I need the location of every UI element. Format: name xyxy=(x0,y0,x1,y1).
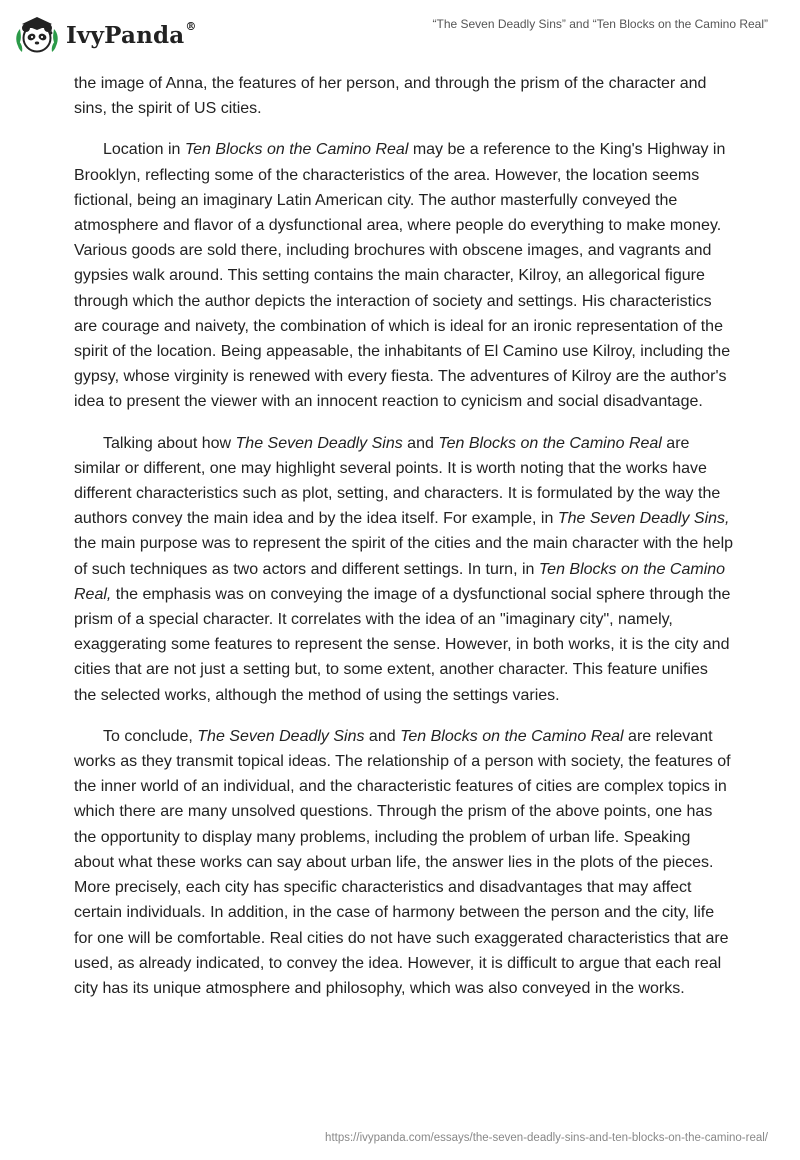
brand-name: IvyPanda® xyxy=(66,19,197,49)
paragraph-1: the image of Anna, the features of her person, and through the prism of the character and sins, the spirit of US cities. xyxy=(74,75,707,118)
panda-graduate-icon xyxy=(14,12,60,58)
paragraph-3: Talking about how The Seven Deadly Sins and Ten Blocks on the Camino Real are similar or different, one may highlight several points. It is worth noting that the works have different characteristics such as plot, setting, and characters. It is formulated by the way the authors convey the main idea and by the idea itself. For example, in The Seven Deadly Sins, the main purpose was to represent the spirit of the cities and the main character with the help of such techniques as two actors and different settings. In turn, in Ten Blocks on the Camino Real, the emphasis was on conveying the image of a dysfunctional social sphere through the prism of a special character. It correlates with the idea of an "imaginary city", namely, exaggerating some features to represent the sense. However, in both works, it is the city and cities that are not just a setting but, to some extent, another character. This feature unifies the selected works, although the method of using the settings varies. xyxy=(74,434,734,704)
page-header xyxy=(0,0,800,72)
paragraph-4: To conclude, The Seven Deadly Sins and Ten Blocks on the Camino Real are relevant works as they transmit topical ideas. The relationship of a person with society, the features of the inner world of an individual, and the characteristic features of cities are complex topics in which there are many unsolved questions. Through the prism of the above points, one has the opportunity to display many problems, including the problem of urban life. Speaking about what these works can say about urban life, the answer lies in the plots of the pieces. More precisely, each city has specific characteristics and disadvantages that may affect certain individuals. In addition, in the case of harmony between the person and the city, life for one will be comfortable. Real cities do not have such exaggerated characteristics that are used, as already indicated, to convey the idea. However, it is difficult to argue that each real city has its unique atmosphere and philosophy, which was also conveyed in the works. xyxy=(74,727,731,997)
brand-logo[interactable] xyxy=(14,12,197,58)
paragraph-2: Location in Ten Blocks on the Camino Real may be a reference to the King's Highway in Brooklyn, reflecting some of the characteristics of the area. However, the location seems fictional, being an imaginary Latin American city. The author masterfully conveyed the atmosphere and flavor of a dysfunctional area, where people do everything to make money. Various goods are sold there, including brochures with obscene images, and vagrants and gypsies walk around. This setting contains the main character, Kilroy, an allegorical figure through which the author depicts the interaction of society and settings. His characteristics are courage and naivety, the combination of which is ideal for an ironic representation of the spirit of the location. Being appeasable, the inhabitants of El Camino use Kilroy, including the gypsy, whose virginity is renewed with every fiesta. The adventures of Kilroy are the author's idea to present the viewer with an innocent reaction to cynicism and social disadvantage. xyxy=(74,141,731,411)
essay-body xyxy=(74,71,734,1017)
document-title: “The Seven Deadly Sins” and “Ten Blocks on the Camino Real” xyxy=(432,17,768,31)
source-url[interactable]: https://ivypanda.com/essays/the-seven-deadly-sins-and-ten-blocks-on-the-camino-real/ xyxy=(325,1132,768,1144)
